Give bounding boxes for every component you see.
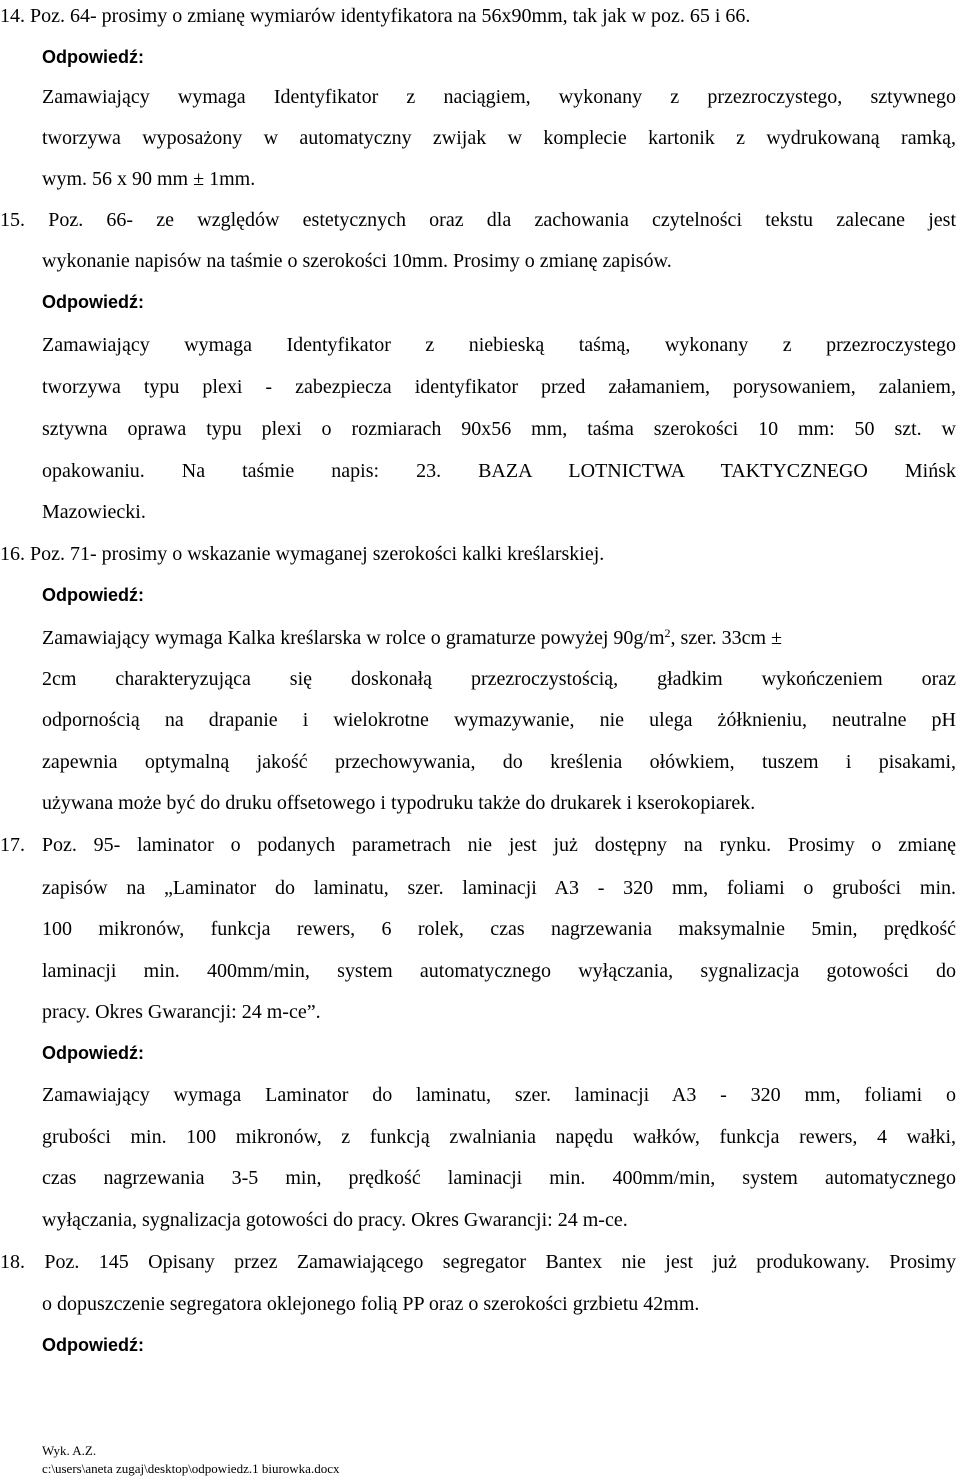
question-17-line-4: laminacji min. 400mm/min, system automatycznego wyłączania, sygnalizacja gotowości do — [42, 960, 956, 982]
answer-15-line-4: opakowaniu. Na taśmie napis: 23. BAZA LOTNICTWA TAKTYCZNEGO Mińsk — [42, 460, 956, 482]
question-17-line-1: 17. Poz. 95- laminator o podanych parametrach nie jest już dostępny na rynku. Prosimy o zmianę — [0, 834, 956, 856]
question-17-line-5: pracy. Okres Gwarancji: 24 m-ce”. — [42, 1001, 321, 1023]
answer-14-line-2: tworzywa wyposażony w automatyczny zwijak w komplecie kartonik z wydrukowaną ramką, — [42, 127, 956, 149]
question-18-line-1: 18. Poz. 145 Opisany przez Zamawiającego segregator Bantex nie jest już produkowany. Prosimy — [0, 1251, 956, 1273]
answer-17-line-4: wyłączania, sygnalizacja gotowości do pracy. Okres Gwarancji: 24 m-ce. — [42, 1209, 628, 1231]
question-16: 16. Poz. 71- prosimy o wskazanie wymaganej szerokości kalki kreślarskiej. — [0, 543, 605, 565]
answer-17-line-3: czas nagrzewania 3-5 min, prędkość laminacji min. 400mm/min, system automatycznego — [42, 1167, 956, 1189]
answer-16-line-2: 2cm charakteryzująca się doskonałą przezroczystością, gładkim wykończeniem oraz — [42, 668, 956, 690]
question-18-line-2: o dopuszczenie segregatora oklejonego folią PP oraz o szerokości grzbietu 42mm. — [42, 1293, 700, 1315]
answer-17-line-1: Zamawiający wymaga Laminator do laminatu, szer. laminacji A3 - 320 mm, foliami o — [42, 1084, 956, 1106]
answer-15-line-1: Zamawiający wymaga Identyfikator z niebieską taśmą, wykonany z przezroczystego — [42, 334, 956, 356]
question-17-line-3: 100 mikronów, funkcja rewers, 6 rolek, czas nagrzewania maksymalnie 5min, prędkość — [42, 918, 956, 940]
answer-15-line-2: tworzywa typu plexi - zabezpiecza identyfikator przed załamaniem, porysowaniem, zalaniem, — [42, 376, 956, 398]
answer-15-line-3: sztywna oprawa typu plexi o rozmiarach 90x56 mm, taśma szerokości 10 mm: 50 szt. w — [42, 418, 956, 440]
question-14: 14. Poz. 64- prosimy o zmianę wymiarów identyfikatora na 56x90mm, tak jak w poz. 65 i 66. — [0, 5, 751, 27]
answer-15-line-5: Mazowiecki. — [42, 501, 146, 523]
answer-label-17: Odpowiedź: — [42, 1043, 144, 1063]
answer-14-line-1: Zamawiający wymaga Identyfikator z naciągiem, wykonany z przezroczystego, sztywnego — [42, 86, 956, 108]
answer-16-line-3: odpornością na drapanie i wielokrotne wymazywanie, nie ulega żółknieniu, neutralne pH — [42, 709, 956, 731]
answer-label-18: Odpowiedź: — [42, 1335, 144, 1355]
answer-label-15: Odpowiedź: — [42, 292, 144, 312]
answer-17-line-2: grubości min. 100 mikronów, z funkcją zwalniania napędu wałków, funkcja rewers, 4 wałki, — [42, 1126, 956, 1148]
answer-16-line-1-text: Zamawiający wymaga Kalka kreślarska w rolce o gramaturze powyżej 90g/m — [42, 627, 665, 649]
question-15-line-2: wykonanie napisów na taśmie o szerokości 10mm. Prosimy o zmianę zapisów. — [42, 250, 672, 272]
answer-label-16: Odpowiedź: — [42, 585, 144, 605]
answer-16-line-4: zapewnia optymalną jakość przechowywania, do kreślenia ołówkiem, tuszem i pisakami, — [42, 751, 956, 773]
answer-14-line-3: wym. 56 x 90 mm ± 1mm. — [42, 168, 256, 190]
answer-16-line-5: używana może być do druku offsetowego i typodruku także do drukarek i kserokopiarek. — [42, 792, 756, 814]
footer-initials: Wyk. A.Z. — [42, 1443, 97, 1458]
question-15-line-1: 15. Poz. 66- ze względów estetycznych oraz dla zachowania czytelności tekstu zalecane jest — [0, 209, 956, 231]
answer-16-line-1-tail: , szer. 33cm ± — [670, 627, 783, 649]
superscript-two: 2 — [664, 626, 671, 640]
answer-label-14: Odpowiedź: — [42, 47, 144, 67]
question-17-line-2: zapisów na „Laminator do laminatu, szer. laminacji A3 - 320 mm, foliami o grubości min. — [42, 877, 956, 899]
answer-16-line-1 — [42, 626, 782, 650]
footer-file-path: c:\users\aneta zugaj\desktop\odpowiedz.1 biurowka.docx — [42, 1461, 340, 1476]
